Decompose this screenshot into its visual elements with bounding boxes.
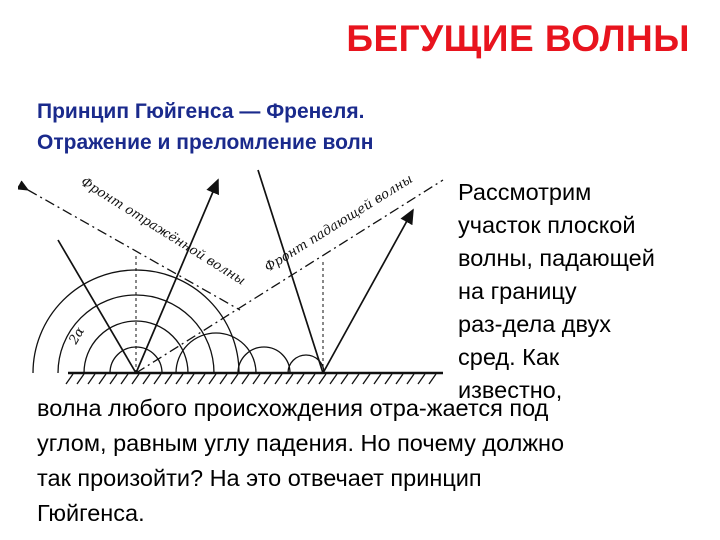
- slide-title: БЕГУЩИЕ ВОЛНЫ: [346, 18, 690, 59]
- bottom-line: так произойти? На это отвечает принцип: [37, 465, 482, 491]
- bottom-line: углом, равным углу падения. Но почему должно: [37, 430, 565, 456]
- side-line: Рассмотрим: [458, 179, 592, 205]
- side-line: волны, падающей: [458, 245, 655, 271]
- huygens-reflection-diagram: [18, 160, 448, 400]
- side-line: участок плоской: [458, 212, 636, 238]
- incident-front-line: [136, 180, 443, 373]
- subtitle-line-2: Отражение и преломление волн: [37, 131, 374, 154]
- side-line: сред. Как: [458, 344, 560, 370]
- side-paragraph: [458, 176, 708, 407]
- angle-label: 2α: [66, 324, 88, 347]
- bottom-line: волна любого происхождения отра-жается под: [37, 395, 549, 421]
- side-line: известно,: [458, 377, 563, 403]
- bottom-paragraph: [37, 391, 707, 531]
- subtitle-line-1: Принцип Гюйгенса — Френеля.: [37, 100, 365, 123]
- bottom-line: Гюйгенса.: [37, 500, 145, 526]
- side-line: раз-дела двух: [458, 311, 611, 337]
- incident-front-label: Фронт падающей волны: [262, 171, 416, 276]
- slide-subtitle: [37, 96, 373, 158]
- reflected-front-label: Фронт отражённой волны: [77, 174, 248, 289]
- boundary-hatching: [66, 374, 436, 384]
- secondary-wavelets: [33, 270, 324, 373]
- side-line: на границу: [458, 278, 577, 304]
